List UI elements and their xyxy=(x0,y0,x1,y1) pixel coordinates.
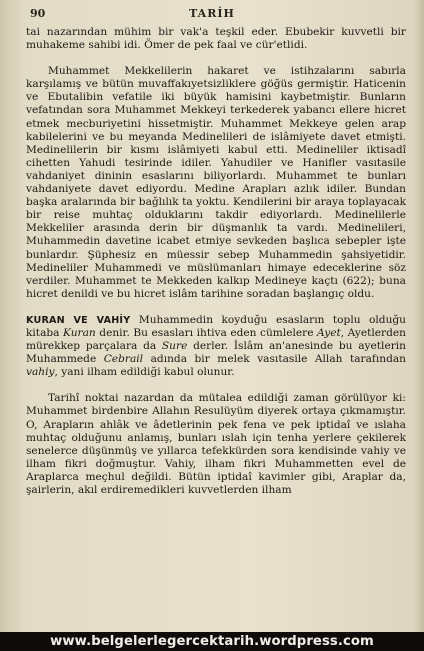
paragraph-spacer xyxy=(26,379,406,392)
paragraph-spacer xyxy=(26,301,406,314)
paragraph-3-text-a: Muhammedin koyduğu esasların toplu olduğu kitaba xyxy=(26,313,407,339)
paragraph-2: Muhammet Mekkelilerin hakaret ve istihzalarını sabırla karşılamış ve bütün muvaffakıyetsizliklere göğüs germiştir. Haticenin ve Ebutalibin vefatile iki büyük hamisini kaybetmiştir. Bunların vefatından sora Muhammet Mekkeyi terkederek yabancı ellere hicret etmek mecburiyetini hissetmiştir. Muhammet Mekkeye gelen arap kabilelerini ve bu meyanda Medinelileri de islâmiyete davet etmişti. Medinelilerin bir kısmı islâmiyeti kabul etti. Medineliler iktisadî cihetten Yahudi tesirinde idiler. Yahudiler ve Hanifler vasıtasile vahdaniyet dininin esaslarını biliyorlardı. Muhammet te bunları vahdaniyete davet ediyordu. Medine Arapları azlık idiler. Bundan başka aralarında bir bağlılık ta yoktu. Kendilerini bir araya toplayacak bir reise muhtaç olduklarını takdir ediyorlardı. Medinelilerle Mekkeliler arasında derin bir düşmanlık ta vardı. Medinelileri, Muhammedin davetine icabet etmiye sevkeden başlıca sebepler işte bunlardır. Şüphesiz en müessir sebep Muhammedin şahsiyetidir. Medineliler Muhammedi ve müslümanları himaye edeceklerine söz verdiler. Muhammet te Mekkeden kalkıp Medineye kaçtı (622); buna hicret denildi ve bu hicret islâm tarihine soradan başlangıç oldu. xyxy=(26,65,406,300)
term-sure: Sure xyxy=(161,340,188,353)
watermark-bar xyxy=(0,632,424,651)
page-number: 90 xyxy=(30,7,46,20)
paragraph-3-text-f: , yani ilham edildiği kabul olunur. xyxy=(54,366,235,379)
paragraph-3-text-c: , Ayetlerden mürekkep parçalara da xyxy=(26,326,406,353)
paragraph-3 xyxy=(26,314,406,379)
term-cebrail: Cebrail xyxy=(103,353,144,366)
page-header xyxy=(0,7,424,23)
section-heading: KURAN VE VAHİY xyxy=(26,314,131,326)
paragraph-spacer xyxy=(26,52,406,65)
paragraph-3-text-e: adında bir melek vasıtasile Allah tarafından xyxy=(143,353,406,366)
paragraph-3-text-d: derler. İslâm an'anesinde bu ayetlerin Muhammede xyxy=(26,340,406,366)
term-kuran: Kuran xyxy=(63,326,96,339)
page-edge-shadow xyxy=(414,0,424,632)
running-title: TARİH xyxy=(189,7,235,20)
page-body xyxy=(26,26,406,497)
paragraph-3-text-b: denir. Bu esasları ihtiva eden cümlelere xyxy=(95,326,318,339)
term-ayet: Ayet xyxy=(317,326,341,339)
term-vahiy: vahiy xyxy=(26,366,55,379)
watermark-url[interactable]: www.belgelerlegercektarih.wordpress.com xyxy=(50,634,374,649)
paragraph-4: Tarihî noktai nazardan da mütalea edildiği zaman görülüyor ki: Muhammet birdenbire Allahın Resulüyüm diyerek ortaya çıkmamıştır. O, Arapların ahlâk ve âdetlerinin pek fena ve pek iptidaî ve ıslaha muhtaç olduğunu anlamış, bunları ıslah için tenha yerlere çekilerek senelerce düşünmüş ve yıllarca tefekkürden sora kendisinde vahiy ve ilham fikri doğmuştur. Vahiy, ilham fikri Muhammetten evel de Araplarca meçhul değildi. Bütün iptidaî kavimler gibi, Araplar da, şairlerin, akıl erdiremedikleri kuvvetlerden ilham xyxy=(26,392,406,496)
paragraph-1: tai nazarından mühim bir vak'a teşkil eder. Ebubekir kuvvetli bir muhakeme sahibi idi. Ömer de pek faal ve cür'etlidi. xyxy=(26,26,406,52)
